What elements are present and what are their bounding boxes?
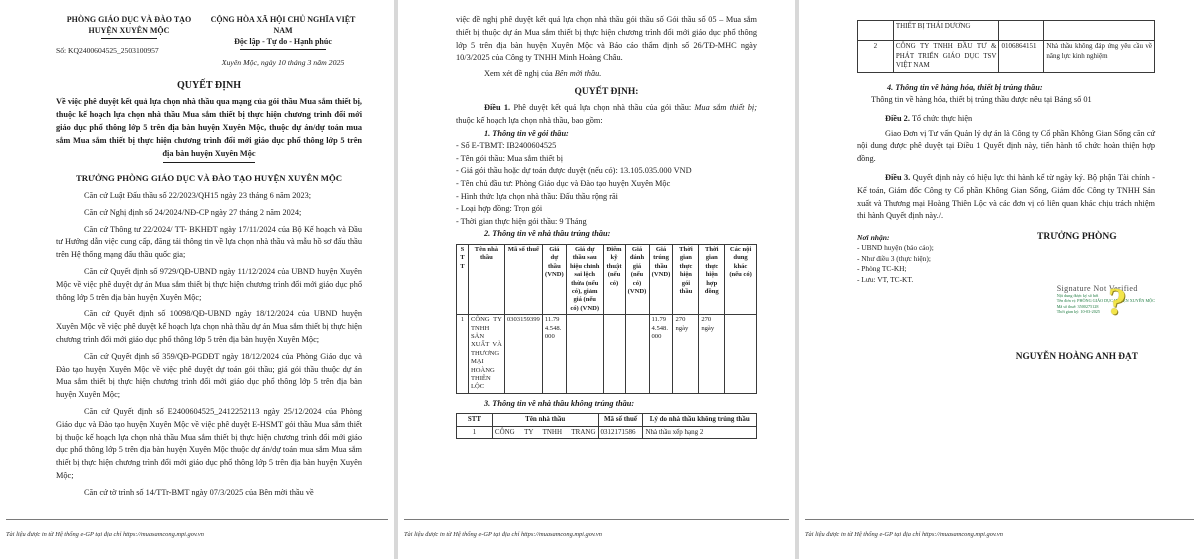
cell-tax-code: 0312171586 — [598, 426, 643, 439]
column-header: Các nội dung khác (nếu có) — [725, 244, 757, 314]
signer-block — [999, 232, 1155, 362]
article-2-body: Giao Đơn vị Tư vấn Quản lý dự án là Công ty Cổ phần Không Gian Sống căn cứ nội dung được phê duyệt tại Điều 1 Quyết định này, tiến hành tổ chức hoàn thiện hợp đồng. — [857, 128, 1155, 164]
recipient-item: - Lưu: VT, TC-KT. — [857, 274, 914, 284]
signature-detail-line: Mã số thuế: 3500275128 — [1056, 303, 1099, 309]
column-header: Mã số thuế — [598, 414, 643, 427]
winning-bidder-table — [456, 244, 757, 394]
cell-reason: Nhà thầu xếp hạng 2 — [643, 426, 757, 439]
national-title: CỘNG HÒA XÃ HỘI CHỦ NGHĨA VIỆT NAM — [210, 15, 356, 35]
cell-package-duration: 270 ngày — [673, 315, 699, 394]
cell-tax-code — [999, 21, 1044, 41]
cell-tax-code: 0106864151 — [999, 41, 1044, 73]
cell-other — [725, 315, 757, 394]
unsuccessful-bidder-table-continued — [857, 20, 1155, 73]
column-header: Giá dự thầu sau hiệu chỉnh sai lệch thừa (nếu có), giảm giá (nếu có) (VND) — [566, 244, 603, 314]
cell-tax-code: 0303159399 — [504, 315, 542, 394]
package-info-list — [456, 140, 757, 228]
consider-italic: Bên mời thầu. — [554, 69, 602, 79]
place-date-line: Xuyên Mộc, ngày 10 tháng 3 năm 2025 — [221, 58, 345, 67]
cell-stt: 1 — [457, 426, 493, 439]
subtitle-underline — [163, 162, 255, 163]
footer-note: Tài liệu được in từ Hệ thống e-GP tại địa chỉ https://muasamcong.mpi.gov.vn — [404, 531, 602, 538]
signature-detail-line: Thời gian ký: 10-03-2025 — [1056, 308, 1100, 314]
cell-bidder-name: CÔNG TY TNHH TRANG — [492, 426, 598, 439]
table-row — [457, 315, 757, 394]
recital: Căn cứ Nghị định số 24/2024/NĐ-CP ngày 27 tháng 2 năm 2024; — [84, 207, 302, 217]
list-item: - Tên gói thầu: Mua sắm thiết bị — [456, 153, 563, 163]
page-footer — [805, 519, 1194, 541]
cell-reason: Nhà thầu không đáp ứng yêu cầu về năng lực kinh nghiệm — [1044, 41, 1155, 73]
section-4-text: Thông tin về hàng hóa, thiết bị trúng thầu được nêu tại Bảng số 01 — [871, 95, 1092, 105]
cell-award-price: 11.794.548.000 — [649, 315, 673, 394]
consider-line — [456, 68, 757, 81]
recipients-heading: Nơi nhận: — [857, 233, 890, 243]
section-4-heading: 4. Thông tin về hàng hóa, thiết bị trúng thầu: — [887, 82, 1043, 92]
signature-section — [857, 232, 1155, 362]
column-header: Tên nhà thầu — [468, 244, 504, 314]
column-header: Giá trúng thầu (VND) — [649, 244, 673, 314]
cell-bidder-name: CÔNG TY TNHH ĐẦU TƯ & PHÁT TRIỂN GIÁO DỤC TSV VIỆT NAM — [893, 41, 999, 73]
recital: Căn cứ tờ trình số 14/TTr-BMT ngày 07/3/2025 của Bên mời thầu về — [84, 487, 314, 497]
cell-adjusted-price — [566, 315, 603, 394]
section-2-heading: 2. Thông tin về nhà thầu trúng thầu: — [484, 229, 611, 239]
recital: Căn cứ Luật Đấu thầu số 22/2023/QH15 ngày 23 tháng 6 năm 2023; — [84, 191, 312, 200]
column-header: Thời gian thực hiện gói thầu — [673, 244, 699, 314]
recipient-item: - Như điều 3 (thực hiện); — [857, 253, 931, 263]
cell-contract-duration: 270 ngày — [699, 315, 725, 394]
table-row — [457, 426, 757, 439]
cell-stt: 1 — [457, 315, 469, 394]
article-1-text-post: thuộc kế hoạch lựa chọn nhà thầu, bao gồm: — [456, 115, 603, 125]
list-item: - Loại hợp đồng: Trọn gói — [456, 204, 543, 214]
article-1-label: Điều 1. — [484, 102, 511, 112]
footer-note: Tài liệu được in từ Hệ thống e-GP tại địa chỉ https://muasamcong.mpi.gov.vn — [805, 531, 1003, 538]
column-header: Giá dự thầu (VND) — [542, 244, 566, 314]
org-underline — [101, 38, 157, 39]
column-header: Tên nhà thầu — [492, 414, 598, 427]
signature-detail-line: Tên đơn vị: PHÒNG GIÁO DỤC HUYỆN XUYÊN MỘC — [1056, 298, 1155, 304]
document-header — [56, 14, 362, 67]
consider-text: Xem xét đề nghị của — [484, 69, 555, 79]
page-2 — [398, 0, 795, 559]
page-1 — [0, 0, 394, 559]
recital: Căn cứ Thông tư 22/2024/ TT- BKHĐT ngày 17/11/2024 của Bộ Kế hoạch và Đầu tư Hướng dẫn việc cung cấp, đăng tải thông tin về lựa chọn nhà thầu và mẫu hồ sơ đấu thầu trên Hệ thống mạng đấu thầu quốc gia; — [56, 224, 362, 260]
page-footer — [6, 519, 388, 541]
column-header: Giá đánh giá (nếu có) (VND) — [625, 244, 649, 314]
cell-bid-price: 11.794.548.000 — [542, 315, 566, 394]
section-3-heading: 3. Thông tin về nhà thầu không trúng thầu: — [484, 398, 635, 408]
table-header-row — [457, 244, 757, 314]
recital-continuation: việc đề nghị phê duyệt kết quả lựa chọn nhà thầu gói thầu số Gói thầu số 05 – Mua sắm thiết bị thuộc dự án Mua sắm thiết bị thực hiện chương trình đổi mới giáo dục phổ thông lớp 5 trên địa bàn huyện Xuyên Mộc và Báo cáo thẩm định số 26/TĐ-MHC ngày 10/3/2025 của Công ty TNHH Minh Hoàng Châu. — [456, 15, 757, 63]
article-2-label: Điều 2. — [885, 113, 910, 123]
recitals-block — [56, 190, 362, 500]
recipients-block — [857, 232, 999, 362]
cell-stt: 2 — [858, 41, 894, 73]
list-item: - Thời gian thực hiện gói thầu: 9 Tháng — [456, 216, 587, 226]
signer-title: TRƯỞNG PHÒNG — [1037, 232, 1117, 243]
page-3 — [799, 0, 1200, 559]
recipient-item: - UBND huyện (báo cáo); — [857, 243, 934, 253]
signature-detail-line: Nội dung được ký số bởi — [1056, 293, 1099, 299]
table-row — [858, 21, 1155, 41]
national-motto: Độc lập - Tự do - Hạnh phúc — [234, 37, 332, 46]
list-item: - Tên chủ đầu tư: Phòng Giáo dục và Đào tạo huyện Xuyên Mộc — [456, 178, 671, 188]
recital: Căn cứ Quyết định số 359/QĐ-PGDĐT ngày 18/12/2024 của Phòng Giáo dục và Đào tạo huyện Xuyên Mộc về việc phê duyệt dự toán gói thầu; giá gói thầu thuộc dự án Mua sắm thiết bị thực hiện chương trình đổi mới giáo dục phổ thông lớp 5 trên địa bàn huyện Xuyên Mộc; — [56, 351, 362, 400]
signature-status-text: Signature Not Verified — [1056, 284, 1138, 294]
recipient-item: - Phòng TC-KH; — [857, 264, 907, 274]
article-3-text: Quyết định này có hiệu lực thi hành kể từ ngày ký. Bộ phận Tài chính - Kế toán, Giám đốc Công ty Cổ phần Không Gian Sống, Giám đốc Công ty TNHH Sản xuất và Thương mại Hoàng Thiên Lộc và các đơn vị có liên quan khác chịu trách nhiệm thi hành Quyết định này./. — [857, 173, 1155, 221]
section-1-heading: 1. Thông tin về gói thầu: — [484, 128, 569, 138]
decision-subtitle: Về việc phê duyệt kết quả lựa chọn nhà thầu qua mạng của gói thầu Mua sắm thiết bị, thuộc kế hoạch lựa chọn nhà thầu Mua sắm thiết bị thực hiện chương trình đổi mới giáo dục phổ thông lớp 5 trên địa bàn huyện Xuyên Mộc, thuộc dự án/dự toán mua sắm Mua sắm thiết bị thực hiện chương trình đổi mới giáo dục phổ thông lớp 5 trên địa bàn huyện Xuyên Mộc — [56, 97, 362, 158]
column-header: STT — [457, 244, 469, 314]
column-header: STT — [457, 414, 493, 427]
column-header: Điểm kỹ thuật (nếu có) — [603, 244, 625, 314]
recital: Căn cứ Quyết định số E2400604525_2412252113 ngày 25/12/2024 của Phòng Giáo dục và Đào tạo huyện Xuyên Mộc về việc phê duyệt E-HSMT gói thầu Mua sắm thiết bị thuộc kế hoạch lựa chọn nhà thầu Mua sắm thiết bị thực hiện chương trình đổi mới giáo dục phổ thông lớp 5 trên địa bàn huyện Xuyên Mộc thuộc dự án/dự toán mua sắm Mua sắm thiết bị thực hiện chương trình đổi mới giáo dục phổ thông lớp 5 trên địa bàn huyện Xuyên Mộc; — [56, 406, 362, 480]
footer-note: Tài liệu được in từ Hệ thống e-GP tại địa chỉ https://muasamcong.mpi.gov.vn — [6, 531, 204, 538]
article-1-text: Phê duyệt kết quả lựa chọn nhà thầu của gói thầu: — [510, 102, 695, 112]
question-mark-stamp-icon: ? — [1104, 280, 1128, 325]
column-header: Thời gian thực hiện hợp đồng — [699, 244, 725, 314]
list-item: - Hình thức lựa chọn nhà thầu: Đấu thầu rộng rãi — [456, 191, 618, 201]
article-2-title-text: Tổ chức thực hiện — [909, 113, 973, 123]
motto-underline — [240, 49, 326, 50]
table-header-row — [457, 414, 757, 427]
recital: Căn cứ Quyết định số 10098/QĐ-UBND ngày 18/12/2024 của UBND huyện Xuyên Mộc về việc phê duyệt kế hoạch lựa chọn nhà thầu dự án Mua sắm thiết bị thực hiện chương trình đổi mới giáo dục phổ thông lớp 5 trên địa bàn huyện Xuyên Mộc; — [56, 309, 362, 344]
cell-tech-score — [603, 315, 625, 394]
digital-signature-stamp — [999, 280, 1155, 336]
decision-title: QUYẾT ĐỊNH — [177, 80, 241, 91]
cell-bidder-name: CÔNG TY TNHH SẢN XUẤT VÀ THƯƠNG MẠI HOÀNG THIÊN LỘC — [468, 315, 504, 394]
article-1-italic: Mua sắm thiết bị; — [694, 102, 758, 112]
column-header: Lý do nhà thầu không trúng thầu — [643, 414, 757, 427]
signer-name: NGUYỄN HOÀNG ANH ĐẠT — [1015, 352, 1138, 363]
cell-stt — [858, 21, 894, 41]
recital: Căn cứ Quyết định số 9729/QĐ-UBND ngày 11/12/2024 của UBND huyện Xuyên Mộc về việc phê duyệt dự án Mua sắm thiết bị thực hiện chương trình đổi mới giáo dục phổ thông lớp 5 trên địa bàn huyện Xuyên Mộc; — [56, 266, 362, 302]
cell-reason — [1044, 21, 1155, 41]
cell-eval-price — [625, 315, 649, 394]
issuer-heading: TRƯỞNG PHÒNG GIÁO DỤC VÀ ĐÀO TẠO HUYỆN XUYÊN MỘC — [75, 173, 343, 183]
page-footer — [404, 519, 789, 541]
article-2-title — [857, 113, 1155, 126]
article-3-label: Điều 3. — [885, 173, 911, 183]
article-1 — [456, 102, 757, 128]
list-item: - Số E-TBMT: IB2400604525 — [456, 141, 557, 151]
article-3 — [857, 172, 1155, 223]
document-number: Số: KQ2400604525_2503100957 — [56, 46, 159, 55]
table-row — [858, 41, 1155, 73]
list-item: - Giá gói thầu hoặc dự toán được duyệt (nếu có): 13.105.035.000 VND — [456, 166, 692, 176]
decision-heading: QUYẾT ĐỊNH: — [574, 86, 639, 97]
issuing-org-name: PHÒNG GIÁO DỤC VÀ ĐÀO TẠO HUYỆN XUYÊN MỘC — [66, 15, 192, 35]
column-header: Mã số thuế — [504, 244, 542, 314]
cell-bidder-name-continued: THIẾT BỊ THÁI DƯƠNG — [893, 21, 999, 41]
unsuccessful-bidder-table — [456, 413, 757, 439]
